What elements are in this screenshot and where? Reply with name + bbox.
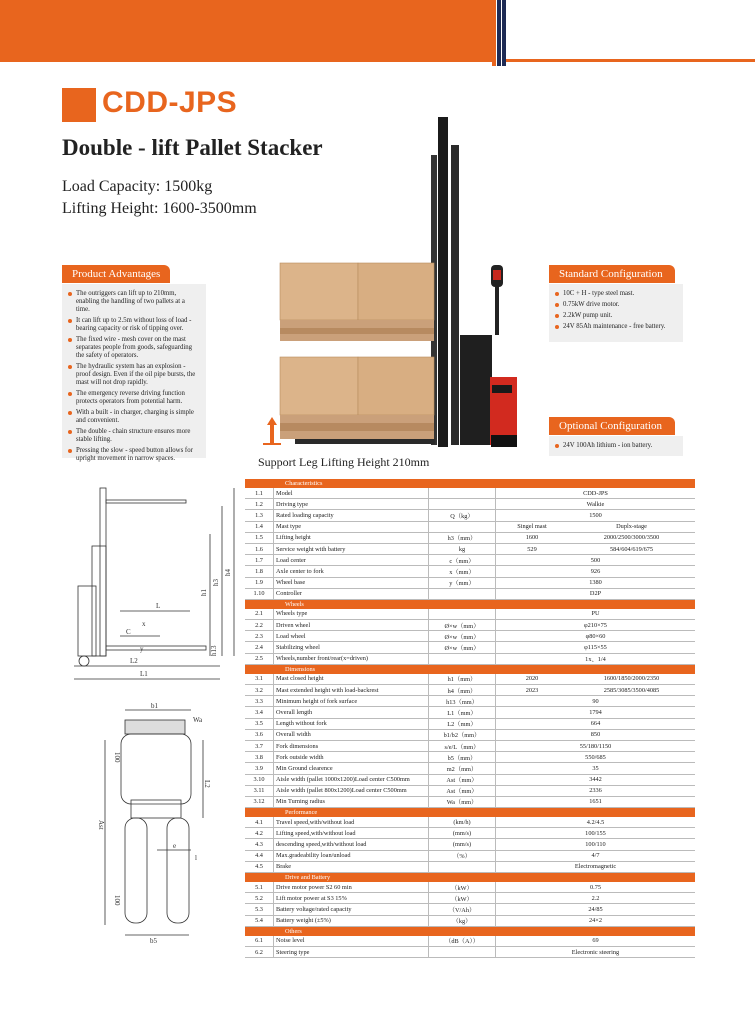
- table-cell: 1.2: [245, 499, 274, 510]
- label-e: e: [173, 842, 177, 850]
- table-cell: 1600: [496, 532, 569, 543]
- table-cell: D2P: [496, 588, 696, 599]
- table-cell: Lift motor power at S3 15%: [274, 893, 429, 904]
- table-row: [245, 521, 695, 532]
- table-cell: Mast closed height: [274, 674, 429, 685]
- table-row: [245, 904, 695, 915]
- table-cell: Electronic steering: [496, 946, 696, 957]
- table-cell: Travel speed,with/without load: [274, 817, 429, 828]
- table-row: [245, 752, 695, 763]
- standard-config-item: 24V 85Ah maintenance - free battery.: [555, 323, 677, 331]
- table-cell: 1.1: [245, 488, 274, 499]
- table-cell: 35: [496, 763, 696, 774]
- label-b5: b5: [150, 937, 157, 945]
- table-cell: 4.3: [245, 839, 274, 850]
- table-cell: 529: [496, 543, 569, 554]
- table-cell: Load wheel: [274, 631, 429, 642]
- top-right-bar: [506, 0, 755, 62]
- table-cell: (mm/s): [429, 839, 496, 850]
- table-cell: y（mm）: [429, 577, 496, 588]
- table-cell: Driven wheel: [274, 620, 429, 631]
- table-cell: [429, 521, 496, 532]
- advantage-item: Pressing the slow - speed button allows for upright movement in narrow spaces.: [68, 447, 200, 463]
- stacker-photo: [255, 115, 530, 455]
- table-cell: 1.5: [245, 532, 274, 543]
- table-cell: 69: [496, 936, 696, 947]
- table-cell: Axle center to fork: [274, 566, 429, 577]
- table-row: [245, 499, 695, 510]
- table-row: [245, 796, 695, 807]
- table-row: [245, 817, 695, 828]
- table-row: [245, 785, 695, 796]
- table-cell: Mast type: [274, 521, 429, 532]
- standard-config-item: 10C + H - type steel mast.: [555, 290, 677, 298]
- table-cell: h13（mm）: [429, 696, 496, 707]
- label-h4: h4: [224, 569, 232, 576]
- table-cell: φ115×55: [496, 642, 696, 653]
- side-view-drawing: [70, 486, 240, 696]
- table-cell: 2.5: [245, 653, 274, 664]
- table-cell: 926: [496, 566, 696, 577]
- table-cell: Brake: [274, 861, 429, 872]
- table-cell: Length without fork: [274, 718, 429, 729]
- table-row: [245, 566, 695, 577]
- table-cell: Overall width: [274, 729, 429, 740]
- table-row: [245, 763, 695, 774]
- table-cell: （kW）: [429, 893, 496, 904]
- section-header: Dimensions: [245, 664, 695, 674]
- table-row: [245, 532, 695, 543]
- table-cell: L1（mm）: [429, 707, 496, 718]
- table-cell: [429, 609, 496, 620]
- table-cell: Wheel base: [274, 577, 429, 588]
- table-cell: 1.6: [245, 543, 274, 554]
- table-cell: Ast（mm）: [429, 785, 496, 796]
- table-cell: 1.4: [245, 521, 274, 532]
- table-cell: 4.4: [245, 850, 274, 861]
- table-cell: （kg）: [429, 915, 496, 926]
- table-cell: 2.3: [245, 631, 274, 642]
- table-cell: 2.1: [245, 609, 274, 620]
- stripe-navy-1: [497, 0, 501, 66]
- table-cell: [429, 499, 496, 510]
- label-l: l: [195, 854, 197, 862]
- advantage-item: The fixed wire - mesh cover on the mast separates people from goods, safeguarding the safety of operators.: [68, 336, 200, 360]
- spec-table: [245, 479, 695, 958]
- optional-panel: [549, 436, 683, 456]
- table-cell: Q（kg）: [429, 510, 496, 521]
- table-cell: 3.10: [245, 774, 274, 785]
- table-cell: 4.5: [245, 861, 274, 872]
- label-h3: h3: [212, 579, 220, 586]
- table-cell: Fork dimensions: [274, 740, 429, 751]
- table-cell: 3.7: [245, 740, 274, 751]
- table-cell: PU: [496, 609, 696, 620]
- table-cell: Aisle width (pallet 1000x1200)Load center C500mm: [274, 774, 429, 785]
- table-cell: 2000/2500/3000/3500: [568, 532, 695, 543]
- table-cell: Battery voltage/rated capacity: [274, 904, 429, 915]
- table-cell: 3.5: [245, 718, 274, 729]
- table-cell: 0.75: [496, 882, 696, 893]
- table-row: [245, 850, 695, 861]
- label-100-bottom: 100: [113, 895, 121, 906]
- label-L2-top: L2: [203, 780, 211, 788]
- caption-support-leg: Support Leg Lifting Height 210mm: [258, 455, 430, 469]
- table-cell: [429, 946, 496, 957]
- table-row: [245, 631, 695, 642]
- table-cell: 3.4: [245, 707, 274, 718]
- table-cell: 584/604/619/675: [568, 543, 695, 554]
- table-cell: 2.2: [496, 893, 696, 904]
- table-cell: c（mm）: [429, 555, 496, 566]
- table-cell: Battery weight (±5%): [274, 915, 429, 926]
- table-cell: Rated loading capacity: [274, 510, 429, 521]
- label-100-top: 100: [113, 752, 121, 763]
- advantage-item: The emergency reverse driving function protects operators from potential harm.: [68, 390, 200, 406]
- table-cell: Lifting height: [274, 532, 429, 543]
- model-name: CDD-JPS: [102, 86, 238, 119]
- table-cell: （kW）: [429, 882, 496, 893]
- table-cell: 3.9: [245, 763, 274, 774]
- table-cell: Fork outside width: [274, 752, 429, 763]
- table-cell: 55/180/1150: [496, 740, 696, 751]
- table-row: [245, 740, 695, 751]
- table-cell: 2023: [496, 685, 569, 696]
- table-cell: Ø×w（mm）: [429, 631, 496, 642]
- table-row: [245, 936, 695, 947]
- table-cell: Singel mast: [496, 521, 569, 532]
- top-orange-bar: [0, 0, 492, 62]
- table-cell: Steering type: [274, 946, 429, 957]
- table-cell: 6.2: [245, 946, 274, 957]
- table-cell: Stabilizing wheel: [274, 642, 429, 653]
- table-cell: [429, 653, 496, 664]
- section-header: Drive and Battery: [245, 873, 695, 883]
- table-cell: 1.3: [245, 510, 274, 521]
- table-row: [245, 774, 695, 785]
- table-cell: Minimum height of fork surface: [274, 696, 429, 707]
- table-cell: h4（mm）: [429, 685, 496, 696]
- advantages-tag: Product Advantages: [62, 265, 170, 283]
- table-row: [245, 718, 695, 729]
- table-cell: φ210×75: [496, 620, 696, 631]
- standard-config-item: 0.75kW drive motor.: [555, 301, 677, 309]
- table-cell: kg: [429, 543, 496, 554]
- table-cell: Walkie: [496, 499, 696, 510]
- table-cell: 3.2: [245, 685, 274, 696]
- table-row: [245, 488, 695, 499]
- table-row: [245, 915, 695, 926]
- advantage-item: The hydraulic system has an explosion - proof design. Even if the oil pipe bursts, the mast will not drop rapidly.: [68, 363, 200, 387]
- table-cell: （%）: [429, 850, 496, 861]
- stripe-orange: [492, 0, 496, 66]
- advantage-item: With a built - in charger, charging is simple and convenient.: [68, 409, 200, 425]
- table-cell: Ø×w（mm）: [429, 642, 496, 653]
- table-cell: 3.8: [245, 752, 274, 763]
- table-cell: 100/110: [496, 839, 696, 850]
- table-cell: (mm/s): [429, 828, 496, 839]
- table-cell: 3.12: [245, 796, 274, 807]
- table-cell: 3.3: [245, 696, 274, 707]
- table-row: [245, 543, 695, 554]
- section-header: Characteristics: [245, 479, 695, 488]
- table-cell: s/e/L（mm）: [429, 740, 496, 751]
- label-L2: L2: [130, 657, 138, 665]
- top-view-drawing: [85, 700, 215, 945]
- table-cell: 3442: [496, 774, 696, 785]
- section-header: Performance: [245, 808, 695, 818]
- table-cell: L2（mm）: [429, 718, 496, 729]
- table-row: [245, 696, 695, 707]
- table-cell: Wa（mm）: [429, 796, 496, 807]
- table-cell: Ast（mm）: [429, 774, 496, 785]
- table-cell: 1651: [496, 796, 696, 807]
- table-cell: 1794: [496, 707, 696, 718]
- advantage-item: It can lift up to 2.5m without loss of load - bearing capacity or risk of tipping over.: [68, 317, 200, 333]
- table-cell: h3（mm）: [429, 532, 496, 543]
- table-cell: 4/7: [496, 850, 696, 861]
- table-cell: 6.1: [245, 936, 274, 947]
- table-cell: 2.2: [245, 620, 274, 631]
- table-cell: 5.3: [245, 904, 274, 915]
- table-row: [245, 609, 695, 620]
- table-cell: Duplx-stage: [568, 521, 695, 532]
- table-cell: 2020: [496, 674, 569, 685]
- label-C: C: [126, 628, 131, 636]
- table-cell: 550/685: [496, 752, 696, 763]
- table-cell: Controller: [274, 588, 429, 599]
- lifting-height: Lifting Height: 1600-3500mm: [62, 200, 257, 217]
- table-cell: 850: [496, 729, 696, 740]
- table-cell: （V/Ah）: [429, 904, 496, 915]
- table-row: [245, 893, 695, 904]
- table-row: [245, 707, 695, 718]
- table-cell: 24×2: [496, 915, 696, 926]
- table-cell: 1.10: [245, 588, 274, 599]
- table-cell: 3.1: [245, 674, 274, 685]
- label-x: x: [142, 620, 146, 628]
- table-cell: [429, 861, 496, 872]
- table-row: [245, 861, 695, 872]
- table-row: [245, 839, 695, 850]
- table-cell: 5.1: [245, 882, 274, 893]
- table-cell: Mast extended height with load-backrest: [274, 685, 429, 696]
- table-cell: [429, 588, 496, 599]
- label-h13: h13: [210, 645, 218, 656]
- table-cell: Electromagnetic: [496, 861, 696, 872]
- table-cell: 1500: [496, 510, 696, 521]
- table-row: [245, 729, 695, 740]
- table-cell: Max.gradeability loan/unload: [274, 850, 429, 861]
- table-cell: 664: [496, 718, 696, 729]
- table-cell: Service weight with battery: [274, 543, 429, 554]
- standard-tag: Standard Configuration: [549, 265, 675, 283]
- table-cell: Overall length: [274, 707, 429, 718]
- table-cell: b5（mm）: [429, 752, 496, 763]
- label-L1: L1: [140, 670, 148, 678]
- table-cell: Wheels,number front/rear(x=driven): [274, 653, 429, 664]
- label-Wa: Wa: [193, 716, 203, 724]
- table-cell: Wheels type: [274, 609, 429, 620]
- table-row: [245, 685, 695, 696]
- table-row: [245, 620, 695, 631]
- table-cell: Aisle width (pallet 800x1200)Load center C500mm: [274, 785, 429, 796]
- model-square: [62, 88, 96, 122]
- table-cell: 2336: [496, 785, 696, 796]
- table-cell: 4.1: [245, 817, 274, 828]
- advantage-item: The double - chain structure ensures more stable lifting.: [68, 428, 200, 444]
- label-L: L: [156, 602, 161, 610]
- table-cell: [429, 488, 496, 499]
- table-row: [245, 674, 695, 685]
- table-cell: 4.2: [245, 828, 274, 839]
- table-row: [245, 882, 695, 893]
- table-cell: Driving type: [274, 499, 429, 510]
- table-cell: CDD-JPS: [496, 488, 696, 499]
- table-cell: 1.9: [245, 577, 274, 588]
- table-cell: 2585/3085/3500/4085: [568, 685, 695, 696]
- table-cell: φ80×60: [496, 631, 696, 642]
- section-header: Others: [245, 926, 695, 936]
- table-row: [245, 946, 695, 957]
- table-cell: 2.4: [245, 642, 274, 653]
- table-cell: 1.7: [245, 555, 274, 566]
- table-cell: x（mm）: [429, 566, 496, 577]
- table-cell: Drive motor power S2 60 min: [274, 882, 429, 893]
- table-cell: 1380: [496, 577, 696, 588]
- table-cell: 5.4: [245, 915, 274, 926]
- table-cell: h1（mm）: [429, 674, 496, 685]
- table-row: [245, 588, 695, 599]
- optional-tag: Optional Configuration: [549, 417, 675, 435]
- table-cell: 3.11: [245, 785, 274, 796]
- table-cell: Ø×w（mm）: [429, 620, 496, 631]
- table-cell: 90: [496, 696, 696, 707]
- table-cell: 1600/1850/2000/2350: [568, 674, 695, 685]
- standard-config-item: 2.2kW pump unit.: [555, 312, 677, 320]
- table-cell: b1/b2（mm）: [429, 729, 496, 740]
- table-row: [245, 510, 695, 521]
- table-cell: Lifting speed,with/without load: [274, 828, 429, 839]
- table-row: [245, 653, 695, 664]
- label-Ast: Ast: [97, 820, 105, 830]
- label-y: y: [140, 645, 144, 653]
- table-cell: 500: [496, 555, 696, 566]
- table-cell: 100/155: [496, 828, 696, 839]
- label-b1: b1: [151, 702, 158, 710]
- table-cell: 4.2/4.5: [496, 817, 696, 828]
- table-cell: descending speed,with/without load: [274, 839, 429, 850]
- table-cell: （dB（A））: [429, 936, 496, 947]
- table-cell: 24/85: [496, 904, 696, 915]
- table-row: [245, 642, 695, 653]
- table-cell: 3.6: [245, 729, 274, 740]
- table-cell: (km/h): [429, 817, 496, 828]
- table-cell: Noise level: [274, 936, 429, 947]
- table-cell: 1.8: [245, 566, 274, 577]
- product-title: Double - lift Pallet Stacker: [62, 135, 323, 160]
- table-cell: Min Turning radius: [274, 796, 429, 807]
- table-cell: 5.2: [245, 893, 274, 904]
- table-row: [245, 828, 695, 839]
- advantages-panel: [62, 284, 206, 462]
- table-row: [245, 555, 695, 566]
- load-capacity: Load Capacity: 1500kg: [62, 178, 213, 195]
- table-row: [245, 577, 695, 588]
- table-cell: Model: [274, 488, 429, 499]
- table-cell: Min Ground clearence: [274, 763, 429, 774]
- table-cell: 1x、1/4: [496, 653, 696, 664]
- optional-config-item: 24V 100Ah lithium - ion battery.: [555, 442, 677, 450]
- table-cell: m2（mm）: [429, 763, 496, 774]
- advantage-item: The outriggers can lift up to 210mm, enabling the handling of two pallets at a time.: [68, 290, 200, 314]
- label-h1: h1: [200, 589, 208, 596]
- section-header: Wheels: [245, 599, 695, 609]
- standard-panel: [549, 284, 683, 342]
- table-cell: Load center: [274, 555, 429, 566]
